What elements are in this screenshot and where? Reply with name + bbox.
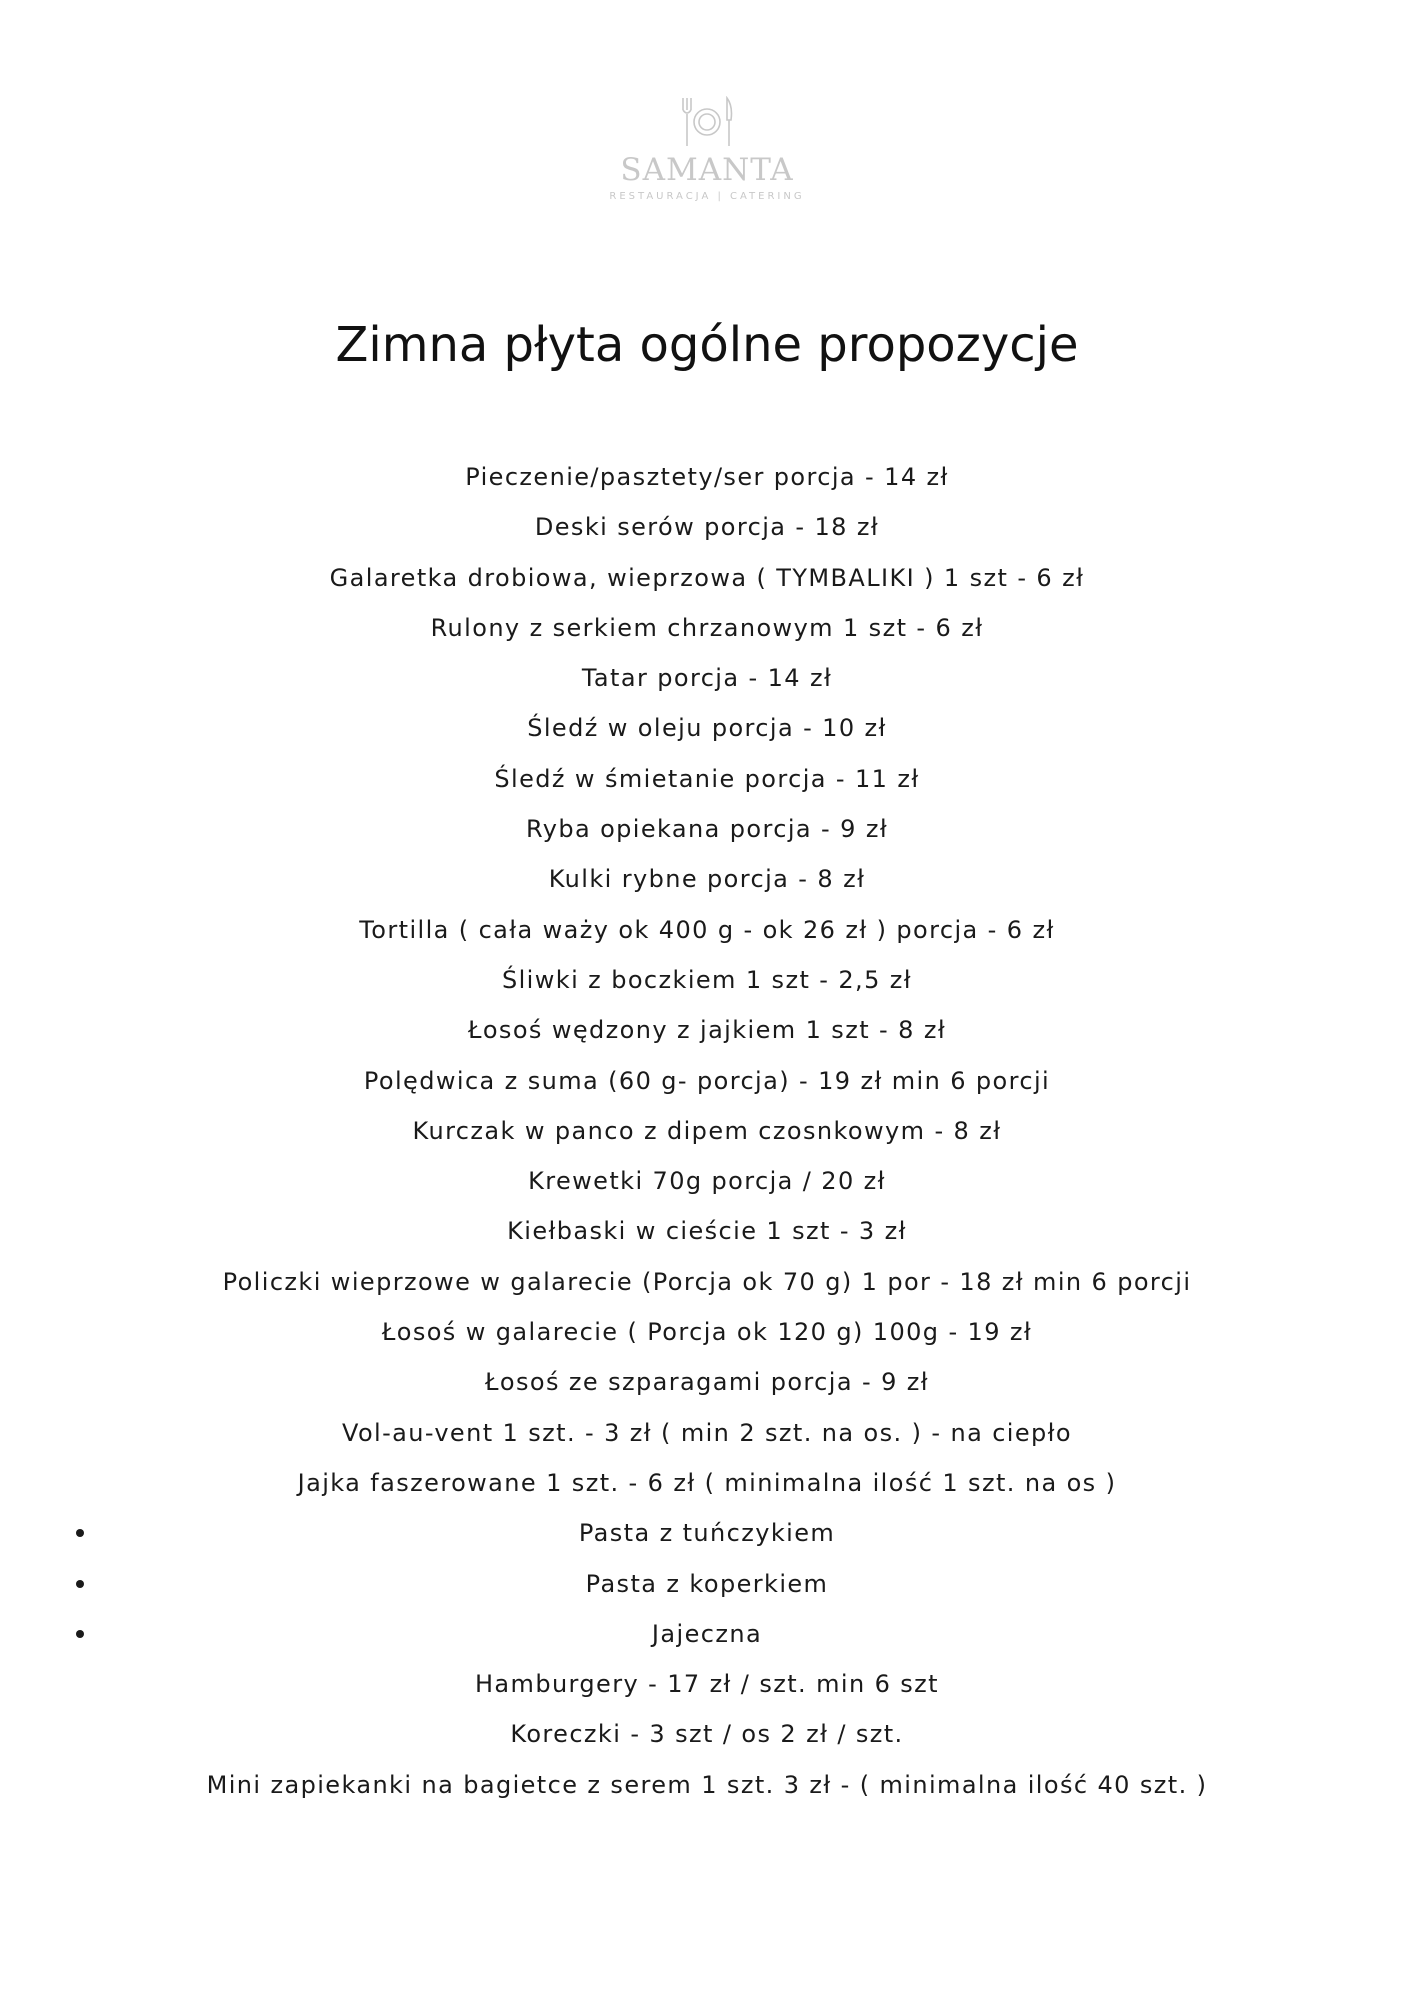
menu-list [0, 452, 1414, 1810]
menu-item-text: Deski serów porcja - 18 zł [534, 513, 880, 542]
menu-item-text: Koreczki - 3 szt / os 2 zł / szt. [510, 1720, 904, 1749]
menu-item [0, 1005, 1414, 1055]
menu-item [0, 1307, 1414, 1357]
menu-item-text: Śledź w oleju porcja - 10 zł [527, 714, 887, 743]
menu-item [0, 1106, 1414, 1156]
menu-item [0, 905, 1414, 955]
page-title: Zimna płyta ogólne propozycje [335, 317, 1079, 373]
menu-item [0, 1659, 1414, 1709]
menu-item-text: Tatar porcja - 14 zł [581, 664, 833, 693]
menu-item [0, 1709, 1414, 1759]
menu-item [0, 603, 1414, 653]
menu-item [0, 1458, 1414, 1508]
menu-item-text: Tortilla ( cała waży ok 400 g - ok 26 zł ) porcja - 6 zł [359, 915, 1055, 944]
menu-item [0, 502, 1414, 552]
menu-item-text: Kurczak w panco z dipem czosnkowym - 8 zł [412, 1116, 1002, 1145]
logo-tagline: RESTAURACJA | CATERING [609, 191, 805, 202]
bullet-icon [76, 1529, 84, 1537]
bulleted-menu-item [0, 1609, 1414, 1659]
menu-item-text: Śledź w śmietanie porcja - 11 zł [494, 764, 920, 793]
menu-item [0, 452, 1414, 502]
menu-item [0, 1156, 1414, 1206]
menu-item [0, 703, 1414, 753]
menu-item-text: Pieczenie/pasztety/ser porcja - 14 zł [465, 463, 949, 491]
menu-item-text: Rulony z serkiem chrzanowym 1 szt - 6 zł [430, 613, 984, 642]
menu-item-text: Policzki wieprzowe w galarecie (Porcja ok 70 g) 1 por - 18 zł min 6 porcji [222, 1267, 1192, 1296]
menu-item [0, 955, 1414, 1005]
menu-item [0, 754, 1414, 804]
bulleted-menu-item [0, 1559, 1414, 1609]
bullet-icon [76, 1580, 84, 1588]
menu-item-text: Polędwica z suma (60 g- porcja) - 19 zł min 6 porcji [363, 1066, 1051, 1095]
menu-item [0, 1408, 1414, 1458]
menu-item-text: Pasta z tuńczykiem [578, 1519, 836, 1548]
menu-item [0, 1257, 1414, 1307]
logo-name: SAMANTA [620, 152, 794, 188]
restaurant-logo [0, 96, 1414, 204]
menu-item-text: Hamburgery - 17 zł / szt. min 6 szt [474, 1670, 939, 1699]
menu-item-text: Kiełbaski w cieście 1 szt - 3 zł [507, 1217, 907, 1246]
menu-item-text: Galaretka drobiowa, wieprzowa ( TYMBALIKI ) 1 szt - 6 zł [329, 563, 1085, 592]
menu-item-text: Pasta z koperkiem [585, 1569, 829, 1598]
menu-item-text: Ryba opiekana porcja - 9 zł [525, 815, 889, 844]
menu-item-text: Kulki rybne porcja - 8 zł [548, 865, 866, 894]
menu-item-text: Łosoś wędzony z jajkiem 1 szt - 8 zł [467, 1016, 947, 1045]
menu-item [0, 1357, 1414, 1407]
menu-item-text: Łosoś w galarecie ( Porcja ok 120 g) 100g - 19 zł [381, 1318, 1033, 1347]
menu-item [0, 804, 1414, 854]
menu-item [0, 1056, 1414, 1106]
bulleted-menu-item [0, 1508, 1414, 1558]
menu-item-text: Łosoś ze szparagami porcja - 9 zł [485, 1368, 929, 1397]
menu-item-text: Krewetki 70g porcja / 20 zł [528, 1167, 886, 1196]
menu-item [0, 653, 1414, 703]
menu-item-text: Śliwki z boczkiem 1 szt - 2,5 zł [501, 965, 912, 994]
plate-cutlery-icon [677, 96, 737, 148]
menu-item [0, 854, 1414, 904]
menu-item [0, 1206, 1414, 1256]
bullet-icon [76, 1630, 84, 1638]
menu-item-text: Jajeczna [651, 1619, 763, 1648]
menu-item-text: Jajka faszerowane 1 szt. - 6 zł ( minimalna ilość 1 szt. na os ) [297, 1468, 1117, 1497]
menu-item [0, 553, 1414, 603]
menu-item-text: Mini zapiekanki na bagietce z serem 1 szt. 3 zł - ( minimalna ilość 40 szt. ) [206, 1770, 1208, 1799]
menu-item-text: Vol-au-vent 1 szt. - 3 zł ( min 2 szt. na os. ) - na ciepło [342, 1418, 1072, 1447]
menu-item [0, 1760, 1414, 1810]
